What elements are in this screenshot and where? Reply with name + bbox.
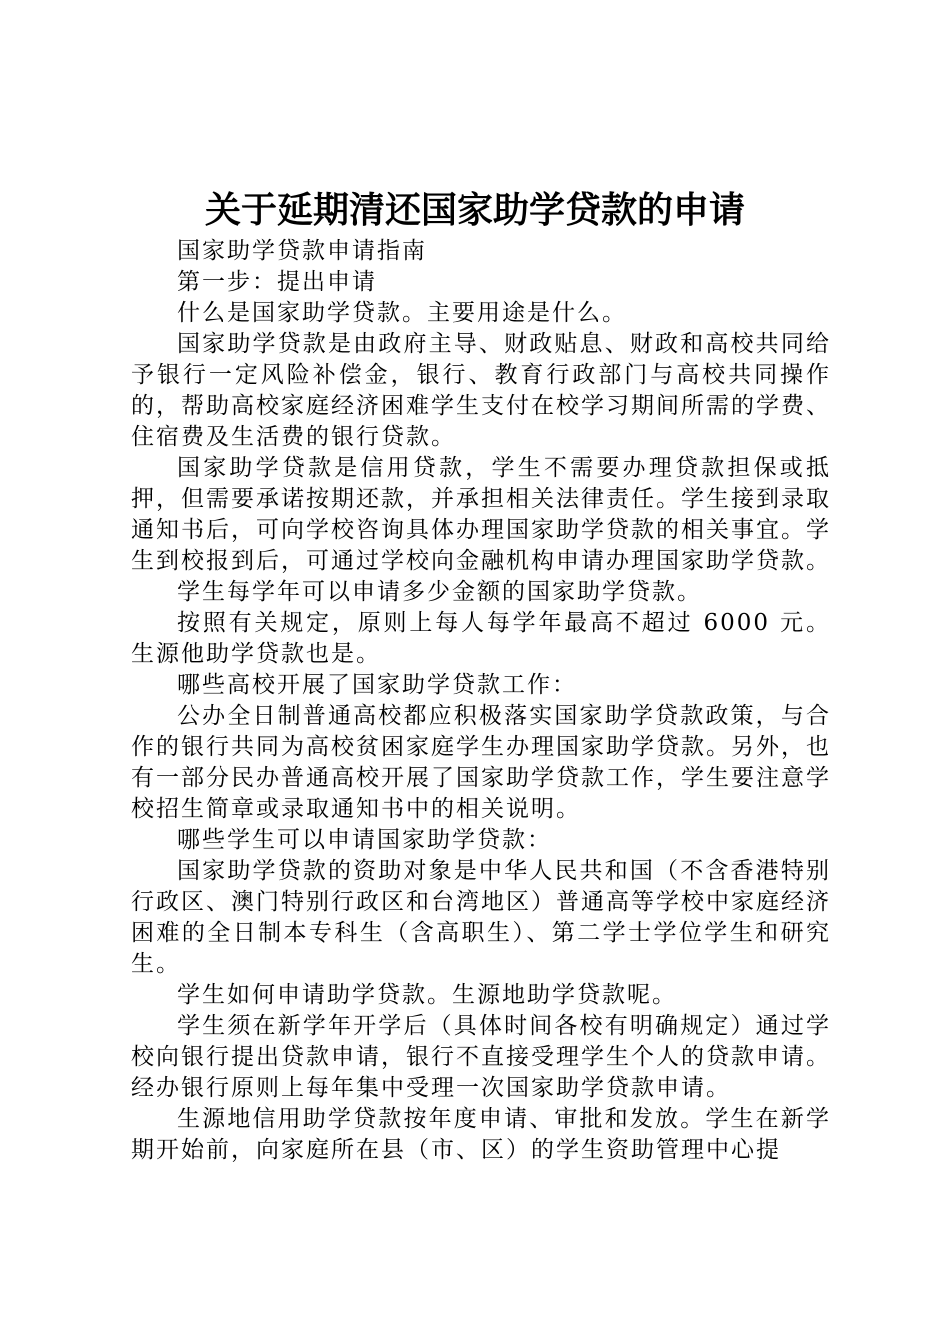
document-body	[131, 236, 831, 1166]
paragraph-schools: 公办全日制普通高校都应积极落实国家助学贷款政策，与合作的银行共同为高校贫困家庭学生办理国家助学贷款。另外，也有一部分民办普通高校开展了国家助学贷款工作，学生要注意学校招生简章或录取通知书中的相关说明。	[131, 703, 831, 822]
document-title: 关于延期清还国家助学贷款的申请	[204, 189, 745, 231]
paragraph-guide-heading: 国家助学贷款申请指南	[177, 238, 427, 264]
paragraph-question-amount: 学生每学年可以申请多少金额的国家助学贷款。	[177, 579, 702, 605]
paragraph-eligible: 国家助学贷款的资助对象是中华人民共和国（不含香港特别行政区、澳门特别行政区和台湾地区）普通高等学校中家庭经济困难的全日制本专科生（含高职生）、第二学士学位学生和研究生。	[131, 858, 831, 977]
paragraph-definition: 国家助学贷款是由政府主导、财政贴息、财政和高校共同给予银行一定风险补偿金，银行、教育行政部门与高校共同操作的，帮助高校家庭经济困难学生支付在校学习期间所需的学费、住宿费及生活费的银行贷款。	[131, 331, 831, 450]
paragraph-question-eligible: 哪些学生可以申请国家助学贷款：	[177, 827, 552, 853]
paragraph-credit-loan: 国家助学贷款是信用贷款，学生不需要办理贷款担保或抵押，但需要承诺按期还款，并承担相关法律责任。学生接到录取通知书后，可向学校咨询具体办理国家助学贷款的相关事宜。学生到校报到后，可通过学校向金融机构申请办理国家助学贷款。	[131, 455, 831, 574]
paragraph-question-schools: 哪些高校开展了国家助学贷款工作：	[177, 672, 577, 698]
paragraph-question-how: 学生如何申请助学贷款。生源地助学贷款呢。	[177, 982, 677, 1008]
paragraph-step-one: 第一步：提出申请	[177, 269, 377, 295]
paragraph-origin-loan: 生源地信用助学贷款按年度申请、审批和发放。学生在新学期开始前，向家庭所在县（市、区）的学生资助管理中心提	[131, 1106, 831, 1163]
paragraph-amount: 按照有关规定，原则上每人每学年最高不超过 6000 元。生源他助学贷款也是。	[131, 610, 831, 667]
paragraph-question-what: 什么是国家助学贷款。主要用途是什么。	[177, 300, 627, 326]
paragraph-how: 学生须在新学年开学后（具体时间各校有明确规定）通过学校向银行提出贷款申请，银行不直接受理学生个人的贷款申请。经办银行原则上每年集中受理一次国家助学贷款申请。	[131, 1013, 831, 1101]
